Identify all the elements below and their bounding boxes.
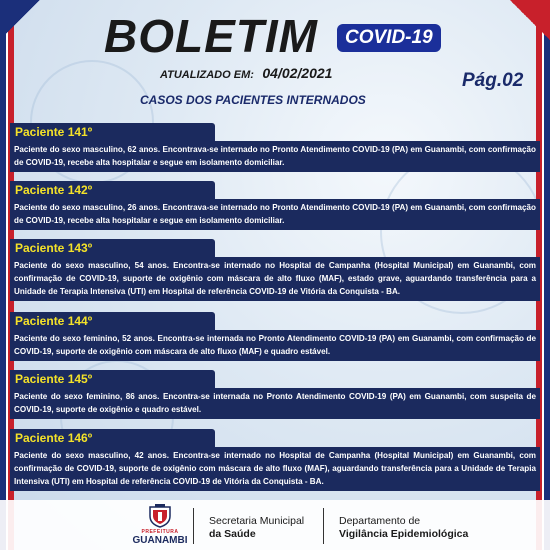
patient-description: Paciente do sexo masculino, 62 anos. Encontrava-se internado no Pronto Atendimento COVID-19 (PA) em Guanambi, com confirmação de COVID-19, recebe alta hospitalar e segue em isolamento domiciliar.: [10, 141, 540, 172]
section-title: CASOS DOS PACIENTES INTERNADOS: [140, 93, 366, 107]
patient-label: Paciente 146º: [10, 429, 215, 447]
secretaria-line1: Secretaria Municipal: [209, 515, 305, 527]
guanambi-logo: [130, 504, 190, 546]
secretaria-block: [209, 515, 304, 541]
patient-card: [10, 312, 540, 361]
patient-label: Paciente 143º: [10, 239, 215, 257]
patient-card: [10, 239, 540, 301]
updated-line: [160, 65, 332, 83]
patient-label: Paciente 142º: [10, 181, 215, 199]
patient-description: Paciente do sexo masculino, 54 anos. Encontra-se internado no Hospital de Campanha (Hospital Municipal) em Guanambi, com confirmação de COVID-19, suporte de oxigênio com máscara de alto fluxo (MAF), estado grave, aguardando transferência para a Unidade de Terapia Intensiva (UTI) em Hospital de referência COVID-19 de Vitória da Conquista - BA.: [10, 257, 540, 301]
covid-badge: COVID-19: [337, 24, 441, 52]
patient-card: [10, 123, 540, 172]
bulletin-title: BOLETIM: [104, 10, 318, 62]
corner-decoration-left: [0, 0, 40, 40]
departamento-line1: Departamento de: [339, 515, 421, 527]
updated-label: ATUALIZADO EM:: [160, 69, 254, 81]
patient-card: [10, 370, 540, 419]
patient-description: Paciente do sexo feminino, 86 anos. Encontra-se internada no Pronto Atendimento COVID-19 (PA) em Guanambi, com suspeita de COVID-19, suporte de oxigênio e quadro estável.: [10, 388, 540, 419]
patient-label: Paciente 145º: [10, 370, 215, 388]
footer-divider: [193, 508, 194, 544]
page-number: Pág.02: [462, 70, 524, 91]
footer-divider: [323, 508, 324, 544]
corner-decoration-right: [510, 0, 550, 40]
secretaria-line2: da Saúde: [209, 528, 256, 540]
footer: [0, 500, 550, 550]
patient-label: Paciente 144º: [10, 312, 215, 330]
patient-description: Paciente do sexo masculino, 26 anos. Encontrava-se internado no Pronto Atendimento COVID-19 (PA) em Guanambi, com confirmação de COVID-19, recebe alta hospitalar e segue em isolamento domiciliar.: [10, 199, 540, 230]
logo-city: GUANAMBI: [132, 535, 188, 546]
departamento-block: [339, 515, 468, 541]
patient-label: Paciente 141º: [10, 123, 215, 141]
patient-description: Paciente do sexo masculino, 42 anos. Encontra-se internado no Hospital de Campanha (Hospital Municipal) em Guanambi, com confirmação de COVID-19, suporte de oxigênio com máscara de alto fluxo (MAF), aguardando transferência para a Unidade de Terapia Intensiva (UTI) em Hospital de referência COVID-19 de Vitória da Conquista - BA.: [10, 447, 540, 491]
patient-card: [10, 181, 540, 230]
patient-card: [10, 429, 540, 491]
coat-of-arms-icon: [147, 504, 173, 528]
updated-date: 04/02/2021: [262, 65, 333, 81]
patient-description: Paciente do sexo feminino, 52 anos. Encontra-se internada no Pronto Atendimento COVID-19 (PA) em Guanambi, com confirmação de COVID-19, suporte de oxigênio com máscara de alto fluxo (MAF) e quadro estável.: [10, 330, 540, 361]
logo-prefix: PREFEITURA: [141, 529, 179, 535]
departamento-line2: Vigilância Epidemiológica: [339, 528, 469, 540]
